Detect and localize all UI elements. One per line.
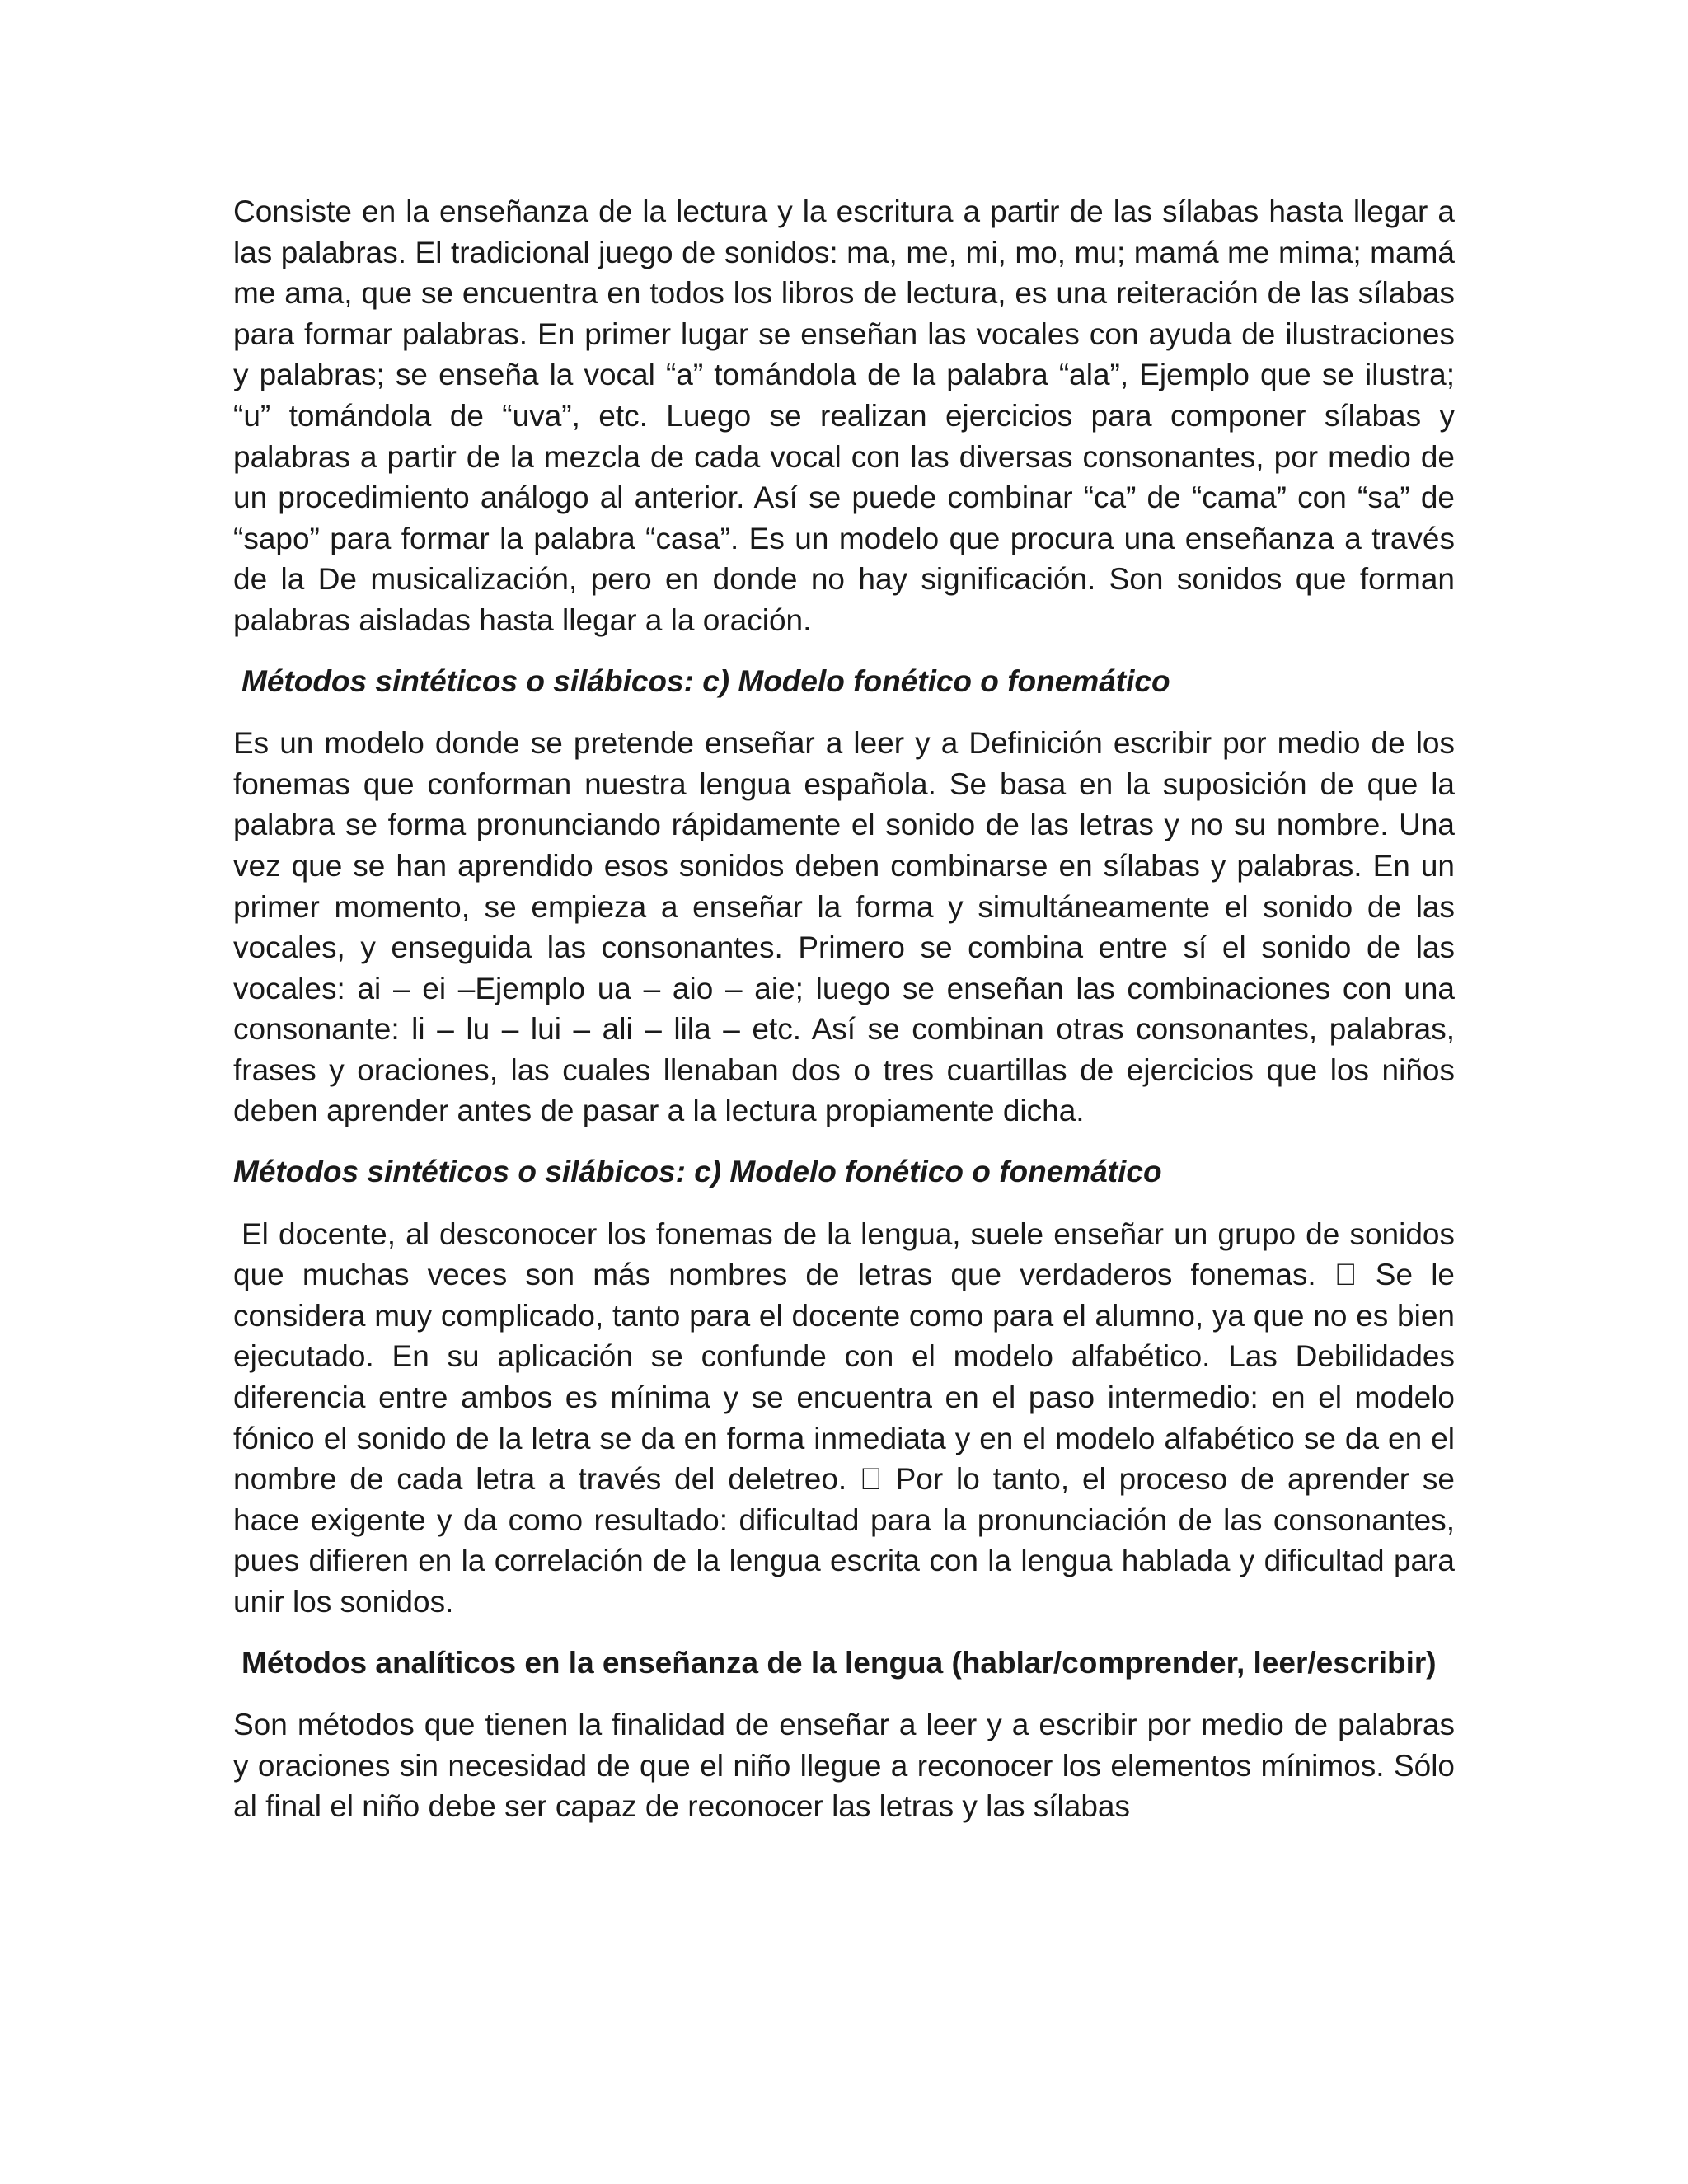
paragraph-phonetic-model-weaknesses: El docente, al desconocer los fonemas de la lengua, suele enseñar un grupo de sonidos que muchas veces son más nombres de letras que verdaderos fonemas. Se le considera muy complicado, tanto para el docente como para el alumno, ya que no es bien ejecutado. En su aplicación se confunde con el modelo alfabético. Las Debilidades diferencia entre ambos es mínima y se encuentra en el paso intermedio: en el modelo fónico el sonido de la letra se da en forma inmediata y en el modelo alfabético se da en el nombre de cada letra a través del deletreo. Por lo tanto, el proceso de aprender se hace exigente y da como resultado: dificultad para la pronunciación de las consonantes, pues difieren en la correlación de la lengua escrita con la lengua hablada y dificultad para unir los sonidos. — [233, 1216, 1455, 1619]
section-heading-phonetic-model-weaknesses: Métodos sintéticos o silábicos: c) Modelo fonético o fonemático — [233, 1155, 1162, 1189]
paragraph-phonetic-model-definition: Es un modelo donde se pretende enseñar a leer y a Definición escribir por medio de los fonemas que conforman nuestra lengua española. Se basa en la suposición de que la palabra se forma pronunciando rápidamente el sonido de las letras y no su nombre. Una vez que se han aprendido esos sonidos deben combinarse en sílabas y palabras. En un primer momento, se empieza a enseñar la forma y simultáneamente el sonido de las vocales, y enseguida las consonantes. Primero se combina entre sí el sonido de las vocales: ai – ei –Ejemplo ua – aio – aie; luego se enseñan las combinaciones con una consonante: li – lu – lui – ali – lila – etc. Así se combinan otras consonantes, palabras, frases y oraciones, las cuales llenaban dos o tres cuartillas de ejercicios que los niños deben aprender antes de pasar a la lectura propiamente dicha. — [233, 726, 1455, 1128]
section-heading-analytic-methods: Métodos analíticos en la enseñanza de la lengua (hablar/comprender, leer/escribir) — [241, 1645, 1437, 1680]
section-heading-phonetic-model: Métodos sintéticos o silábicos: c) Modelo fonético o fonemático — [241, 663, 1170, 698]
paragraph-syllabic-intro: Consiste en la enseñanza de la lectura y la escritura a partir de las sílabas hasta llegar a las palabras. El tradicional juego de sonidos: ma, me, mi, mo, mu; mamá me mima; mamá me ama, que se encuentra en todos los libros de lectura, es una reiteración de las sílabas para formar palabras. En primer lugar se enseñan las vocales con ayuda de ilustraciones y palabras; se enseña la vocal “a” tomándola de la palabra “ala”, Ejemplo que se ilustra; “u” tomándola de “uva”, etc. Luego se realizan ejercicios para componer sílabas y palabras a partir de la mezcla de cada vocal con las diversas consonantes, por medio de un procedimiento análogo al anterior. Así se puede combinar “ca” de “cama” con “sa” de “sapo” para formar la palabra “casa”. Es un modelo que procura una enseñanza a través de la De musicalización, pero en donde no hay significación. Son sonidos que forman palabras aisladas hasta llegar a la oración. — [233, 194, 1455, 637]
document-body — [233, 191, 1455, 1827]
paragraph-analytic-methods: Son métodos que tienen la finalidad de enseñar a leer y a escribir por medio de palabras y oraciones sin necesidad de que el niño llegue a reconocer los elementos mínimos. Sólo al final el niño debe ser capaz de reconocer las letras y las sílabas — [233, 1708, 1455, 1824]
